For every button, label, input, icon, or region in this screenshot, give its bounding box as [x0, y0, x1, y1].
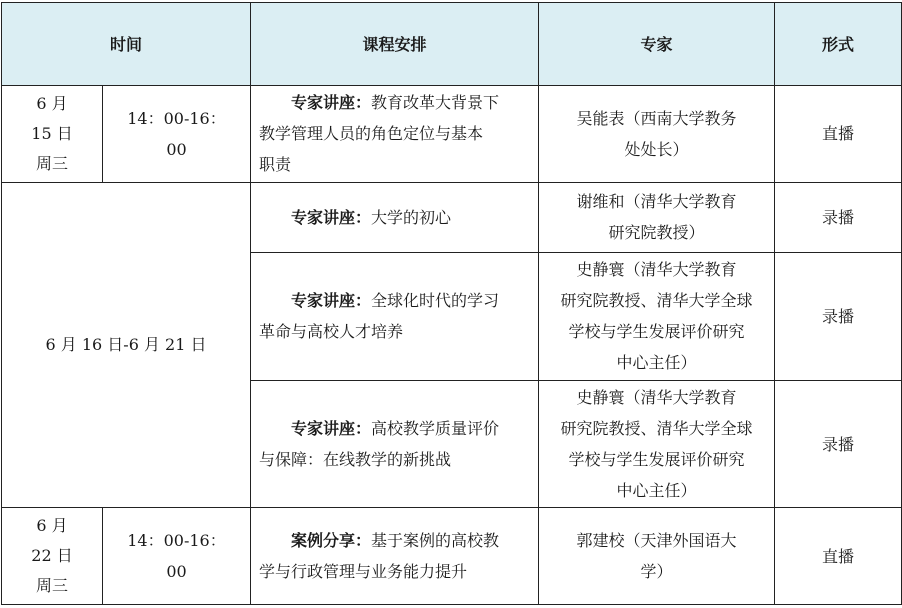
course-cell: 案例分享：基于案例的高校教 学与行政管理与业务能力提升 [251, 508, 539, 605]
date-cell: 6 月 15 日 周三 [2, 86, 103, 183]
course-cell: 专家讲座：高校教学质量评价 与保障：在线教学的新挑战 [251, 380, 539, 508]
date-cell: 6 月 22 日 周三 [2, 508, 103, 605]
header-course: 课程安排 [251, 3, 539, 86]
format-cell: 录播 [775, 252, 902, 380]
course-tag: 专家讲座： [291, 93, 372, 113]
table-row [2, 508, 902, 605]
time-cell: 14：00-16： 00 [103, 86, 251, 183]
expert-cell: 谢维和（清华大学教育 研究院教授） [539, 182, 775, 252]
course-cell: 专家讲座：教育改革大背景下 教学管理人员的角色定位与基本 职责 [251, 86, 539, 183]
format-cell: 录播 [775, 182, 902, 252]
header-time: 时间 [2, 3, 251, 86]
format-cell: 直播 [775, 86, 902, 183]
course-cell: 专家讲座：大学的初心 [251, 182, 539, 252]
expert-cell: 郭建校（天津外国语大 学） [539, 508, 775, 605]
course-cell: 专家讲座：全球化时代的学习 革命与高校人才培养 [251, 252, 539, 380]
time-cell: 14：00-16： 00 [103, 508, 251, 605]
merged-date-cell: 6 月 16 日-6 月 21 日 [2, 182, 251, 508]
course-tag: 专家讲座： [291, 207, 372, 227]
course-schedule-table [1, 2, 902, 605]
format-cell: 录播 [775, 380, 902, 508]
table-row [2, 86, 902, 183]
header-expert: 专家 [539, 3, 775, 86]
course-tag: 案例分享： [291, 531, 372, 551]
header-format: 形式 [775, 3, 902, 86]
expert-cell: 史静寰（清华大学教育 研究院教授、清华大学全球 学校与学生发展评价研究 中心主任） [539, 252, 775, 380]
course-tag: 专家讲座： [291, 419, 372, 439]
header-row [2, 3, 902, 86]
expert-cell: 史静寰（清华大学教育 研究院教授、清华大学全球 学校与学生发展评价研究 中心主任） [539, 380, 775, 508]
expert-cell: 吴能表（西南大学教务 处处长） [539, 86, 775, 183]
table-row [2, 182, 902, 252]
course-tag: 专家讲座： [291, 291, 372, 311]
format-cell: 直播 [775, 508, 902, 605]
